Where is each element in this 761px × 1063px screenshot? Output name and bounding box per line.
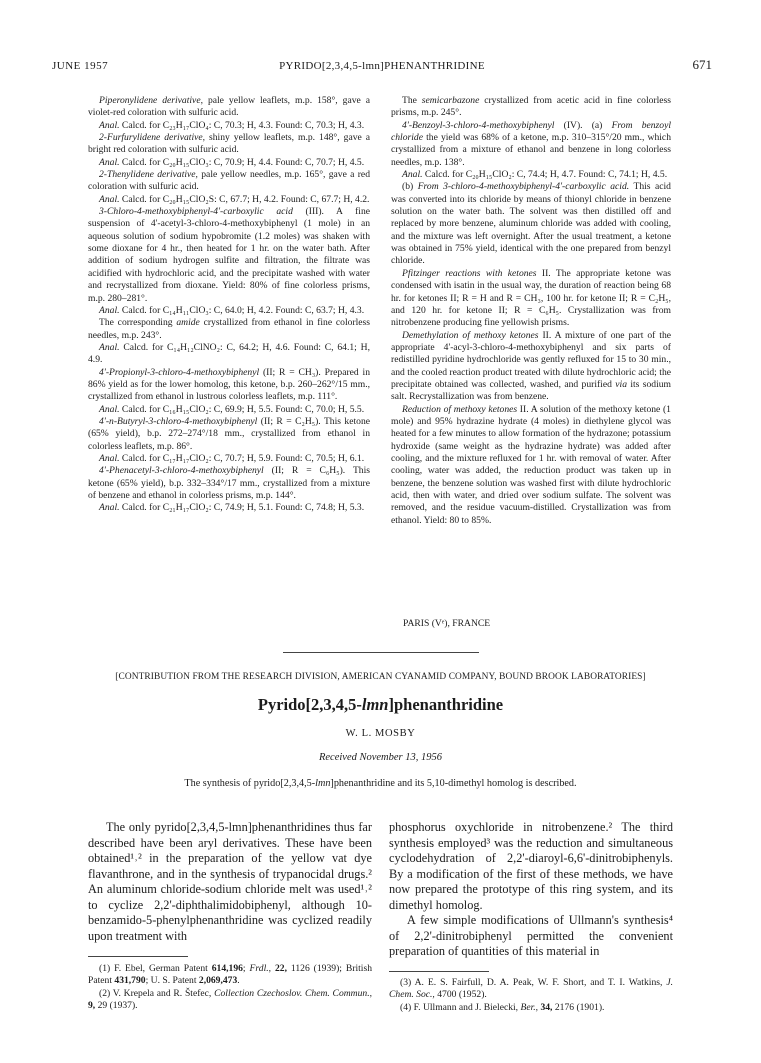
body-paragraph: The only pyrido[2,3,4,5-lmn]phenanthridines thus far described have been aryl derivatives. These have been obtained¹˒² in the preparation of the yellow vat dye flavanthrone, and in the synthesis of trypanocidal drugs.² An aluminum chloride-sodium chloride melt was used¹˒² to cyclize 2,2'-diphthalimidobiphenyl, although 10-benzamido-5-phenylphenanthridine was cyclized readily upon treatment with xyxy=(88,820,372,943)
paragraph xyxy=(391,169,671,181)
section-divider xyxy=(283,652,479,653)
italic-run: Pfitzinger reactions with ketones xyxy=(402,267,537,279)
paragraph xyxy=(88,157,370,169)
received-date: Received November 13, 1956 xyxy=(318,752,443,763)
text-run: II. A mixture of one part of the appropriate 4'-acyl-3-chloro-4-methoxybiphenyl and six parts of redistilled pyridine hydrochloride was gently refluxed for 15 to 30 min., and the cooled reaction product treated with dilute hydrochloric acid; the precipitate obtained was collected, washed, and purified xyxy=(391,329,671,390)
text-run: (III). A fine suspension of 4'-acetyl-3-chloro-4-methoxybiphenyl (1 mole) in an aqueous solution of sodium hypobromite (1.2 moles) was shaken with some dioxane for 4 hr., then heated for 1 hr. on the water bath. After addition of sodium hydrogen sulfite and filtration, the filtrate was acidified with hydrochloric acid, and the precipitate washed with water and recrystallized from dioxane. Yield: 80% of fine colorless prisms, m.p. 280–281°. xyxy=(88,206,370,304)
text-run: Calcd. for C₂₀H₁₅ClO₂S: C, 67.7; H, 4.2. Found: C, 67.7; H, 4.2. xyxy=(119,193,370,205)
text-run: Calcd. for C₂₁H₁₇ClO₂: C, 74.9; H, 5.1. Found: C, 74.8; H, 5.3. xyxy=(119,502,365,514)
text-run: (II; R = C₂H₅). This ketone (65% yield), b.p. 272–274°/18 mm., crystallized from ethanol in colorless leaflets, m.p. 86°. xyxy=(88,415,370,452)
paragraph xyxy=(88,169,370,194)
text-run: crystallized from ethanol in fine colorless needles, m.p. 243°. xyxy=(88,317,370,341)
paragraph xyxy=(88,206,370,305)
abstract: The synthesis of pyrido[2,3,4,5-lmn]phenanthridine and its 5,10-dimethyl homolog is described. xyxy=(184,778,577,789)
text-run: (4) F. Ullmann and J. Bielecki, xyxy=(400,1001,521,1013)
text-run: crystallized from acetic acid in fine colorless prisms, m.p. 245°. xyxy=(391,95,671,119)
text-run: (b) xyxy=(402,181,418,193)
footnote xyxy=(389,977,673,1002)
paragraph xyxy=(88,305,370,317)
text-run: 2176 (1901). xyxy=(552,1001,605,1013)
italic-run: Anal. xyxy=(402,169,423,181)
italic-run: Anal. xyxy=(99,119,120,131)
running-header xyxy=(52,57,712,77)
article-title: Pyrido[2,3,4,5-lmn]phenanthridine xyxy=(257,695,504,714)
paragraph xyxy=(88,120,370,132)
text-run: (2) V. Krepela and R. Štefec, xyxy=(99,987,215,999)
bold-run: 9, xyxy=(88,999,96,1011)
paragraph xyxy=(391,330,671,404)
paragraph xyxy=(88,465,370,502)
text-run: 4700 (1952). xyxy=(434,989,487,1001)
text-run: shiny yellow leaflets, m.p. 148°, gave a bright red coloration with sulfuric acid. xyxy=(88,132,370,156)
text-run: (II; R = C₆H₅). This ketone (65% yield), b.p. 332–334°/17 mm., crystallized from a mixture of benzene and ethanol in colorless prisms, m.p. 144°. xyxy=(88,465,370,501)
text-run: Calcd. for C₂₃H₁₇ClO₄: C, 70.3; H, 4.3. Found: C, 70.3; H, 4.3. xyxy=(119,119,365,131)
italic-run: 3-Chloro-4-methoxybiphenyl-4'-carboxylic acid xyxy=(99,206,293,218)
paragraph xyxy=(88,95,370,120)
paragraph xyxy=(391,268,671,330)
text-run: 1126 (1939); British Patent xyxy=(88,963,372,987)
location-line: PARIS (Vᵉ), FRANCE xyxy=(403,618,491,629)
text-run: Calcd. for C₁₄H₁₁ClO₃: C, 64.0; H, 4.2. Found: C, 63.7; H, 4.3. xyxy=(119,304,365,316)
italic-run: From 3-chloro-4-methoxybiphenyl-4'-carboxylic acid. xyxy=(417,181,630,193)
text-run: ; xyxy=(242,963,250,974)
italic-run: 4'-Phenacetyl-3-chloro-4-methoxybiphenyl xyxy=(99,465,264,477)
bold-run: 22, xyxy=(271,963,287,974)
text-run: Calcd. for C₁₆H₁₅ClO₂: C, 69.9; H, 5.5. Found: C, 70.0; H, 5.5. xyxy=(119,403,365,415)
italic-run: 2-Thenylidene derivative, xyxy=(99,169,198,181)
text-run: pale yellow needles, m.p. 165°, gave a red coloration with sulfuric acid. xyxy=(88,169,370,193)
paragraph xyxy=(88,367,370,404)
header-title: PYRIDO[2,3,4,5-lmn]PHENANTHRIDINE xyxy=(279,60,485,72)
italic-run: amide xyxy=(176,317,200,329)
italic-run: 4'-Propionyl-3-chloro-4-methoxybiphenyl xyxy=(99,366,260,378)
footnote-rule xyxy=(88,956,188,957)
italic-run: Collection Czechoslov. Chem. Commun., xyxy=(214,987,372,999)
text-run: the yield was 68% of a ketone, m.p. 310–315°/20 mm., which crystallized from a mixture of ethanol and benzene in long colorless needles, m.p. 138°. xyxy=(391,132,671,168)
italic-run: Anal. xyxy=(99,452,120,464)
experimental-left-column xyxy=(88,95,370,515)
experimental-right-column xyxy=(391,95,671,527)
paragraph xyxy=(88,404,370,416)
text-run: (3) A. E. S. Fairfull, D. A. Peak, W. F. Short, and T. I. Watkins, xyxy=(400,977,667,988)
paragraph xyxy=(391,181,671,267)
text-run: . xyxy=(237,975,240,987)
paragraph xyxy=(88,194,370,206)
footnotes-right xyxy=(389,977,673,1014)
text-run: pale yellow leaflets, m.p. 158°, gave a violet-red coloration with sulfuric acid. xyxy=(88,95,371,119)
footnote xyxy=(88,963,372,988)
bold-run: 34, xyxy=(538,1001,553,1013)
paragraph xyxy=(88,416,370,453)
paragraph xyxy=(391,404,671,527)
text-run: The xyxy=(402,95,422,106)
italic-run: Anal. xyxy=(99,193,120,205)
paragraph xyxy=(88,453,370,465)
text-run: This acid was converted into its chloride by means of thionyl chloride in benzene solution on the water bath. The solvent was then distilled off and replaced by more benzene, aluminum chloride was added with cooling, and the mixture was left overnight. After the usual treatment, a ketone was obtained in 75% yield, identical with the one prepared from benzyl chloride. xyxy=(391,181,671,267)
text-run: its sodium salt. Recrystallization was from benzene. xyxy=(391,378,672,403)
bold-run: 2,069,473 xyxy=(198,975,238,987)
italic-run: Frdl., xyxy=(249,963,272,974)
italic-run: 4'-Benzoyl-3-chloro-4-methoxybiphenyl xyxy=(402,119,555,131)
paragraph xyxy=(88,317,370,342)
footnote-rule xyxy=(389,971,489,972)
text-run: Calcd. for C₂₀H₁₅ClO₃: C, 70.9; H, 4.4. Found: C, 70.7; H, 4.5. xyxy=(119,156,365,168)
footnote xyxy=(389,1002,673,1014)
paragraph xyxy=(88,132,370,157)
paragraph xyxy=(88,502,370,514)
text-run: Calcd. for C₁₄H₁₂ClNO₂: C, 64.2; H, 4.6. Found: C, 64.1; H, 4.9. xyxy=(88,341,370,366)
italic-run: Piperonylidene derivative, xyxy=(99,95,203,106)
text-run: II. A solution of the methoxy ketone (1 mole) and 95% hydrazine hydrate (4 moles) in diethylene glycol was heated for a few minutes to allow formation of the hydrazone; potassium hydroxide (same weight as the hydrazine hydrate) was added after cooling, and the mixture refluxed for 1 hr. with removal of water. After cooling, water was added, the reduction product was taken up in benzene, the benzene solution was washed first with dilute hydrochloric acid, then with water, and dried over sodium sulfate. The solvent was removed, and the residue vacuum-distilled. Crystallization was from ethanol. Yield: 80 to 85%. xyxy=(391,403,671,526)
italic-run: semicarbazone xyxy=(421,95,480,106)
text-run: II. The appropriate ketone was condensed with isatin in the usual way, the duration of reaction being 68 hr. for ketones II; R = H and R = CH₃, 100 hr. for ketone II; R = C₂H₅, and 120 hr. for ketone II; R = C₆H₅. Crystallization was from nitrobenzene producing fine yellowish prisms. xyxy=(391,267,671,329)
italic-run: Reduction of methoxy ketones xyxy=(402,403,518,415)
text-run: (II; R = CH₃). Prepared in 86% yield as for the lower homolog, this ketone, b.p. 260–262°/15 mm., crystallized from ethanol in lustrous colorless leaflets, m.p. 111°. xyxy=(88,366,370,403)
footnote xyxy=(88,988,372,1013)
bold-run: 614,196 xyxy=(211,963,243,974)
paragraph xyxy=(88,342,370,367)
italic-run: Anal. xyxy=(99,403,120,415)
body-right-column xyxy=(389,820,673,960)
text-run: Calcd. for C₁₇H₁₇ClO₂: C, 70.7; H, 5.9. Found: C, 70.5; H, 6.1. xyxy=(119,452,365,464)
text-run: (1) F. Ebel, German Patent xyxy=(99,963,212,974)
body-left-column xyxy=(88,820,372,944)
text-run: ; U. S. Patent xyxy=(145,975,199,987)
text-run: Calcd. for C₂₀H₁₅ClO₂: C, 74.4; H, 4.7. Found: C, 74.1; H, 4.5. xyxy=(422,169,668,181)
paragraph xyxy=(391,95,671,120)
italic-run: Anal. xyxy=(99,156,120,168)
italic-run: Anal. xyxy=(99,304,120,316)
author: W. L. MOSBY xyxy=(345,728,416,739)
text-run: (IV). (a) xyxy=(554,119,612,131)
contribution-line: [CONTRIBUTION FROM THE RESEARCH DIVISION, AMERICAN CYANAMID COMPANY, BOUND BROOK LABORATORIES] xyxy=(115,672,646,682)
italic-run: Ber., xyxy=(520,1001,539,1013)
footnotes-left xyxy=(88,963,372,1012)
paragraph xyxy=(391,120,671,169)
italic-run: Anal. xyxy=(99,502,120,514)
header-date: JUNE 1957 xyxy=(52,60,109,72)
text-run: The corresponding xyxy=(99,317,177,329)
bold-run: 431,790 xyxy=(114,975,146,987)
body-paragraph: phosphorus oxychloride in nitrobenzene.² The third synthesis employed³ was the reduction and simultaneous cyclodehydration of 2,2'-diaroyl-6,6'-dinitrobiphenyls. By a modification of the first of these methods, we have now prepared the prototype of this ring system, and its dimethyl homolog. xyxy=(389,820,673,912)
body-paragraph: A few simple modifications of Ullmann's synthesis⁴ of 2,2'-dinitrobiphenyl permitted the convenient preparation of quantities of this material in xyxy=(389,913,673,958)
italic-run: From benzoyl chloride xyxy=(391,119,671,144)
text-run: 29 (1937). xyxy=(95,999,138,1011)
page-number: 671 xyxy=(692,57,712,72)
italic-run: 2-Furfurylidene derivative, xyxy=(99,132,206,144)
italic-run: 4'-n-Butyryl-3-chloro-4-methoxybiphenyl xyxy=(99,415,258,427)
italic-run: Anal. xyxy=(99,341,120,353)
italic-run: via xyxy=(615,378,627,390)
italic-run: J. Chem. Soc., xyxy=(389,977,673,1001)
italic-run: Demethylation of methoxy ketones xyxy=(402,329,539,341)
